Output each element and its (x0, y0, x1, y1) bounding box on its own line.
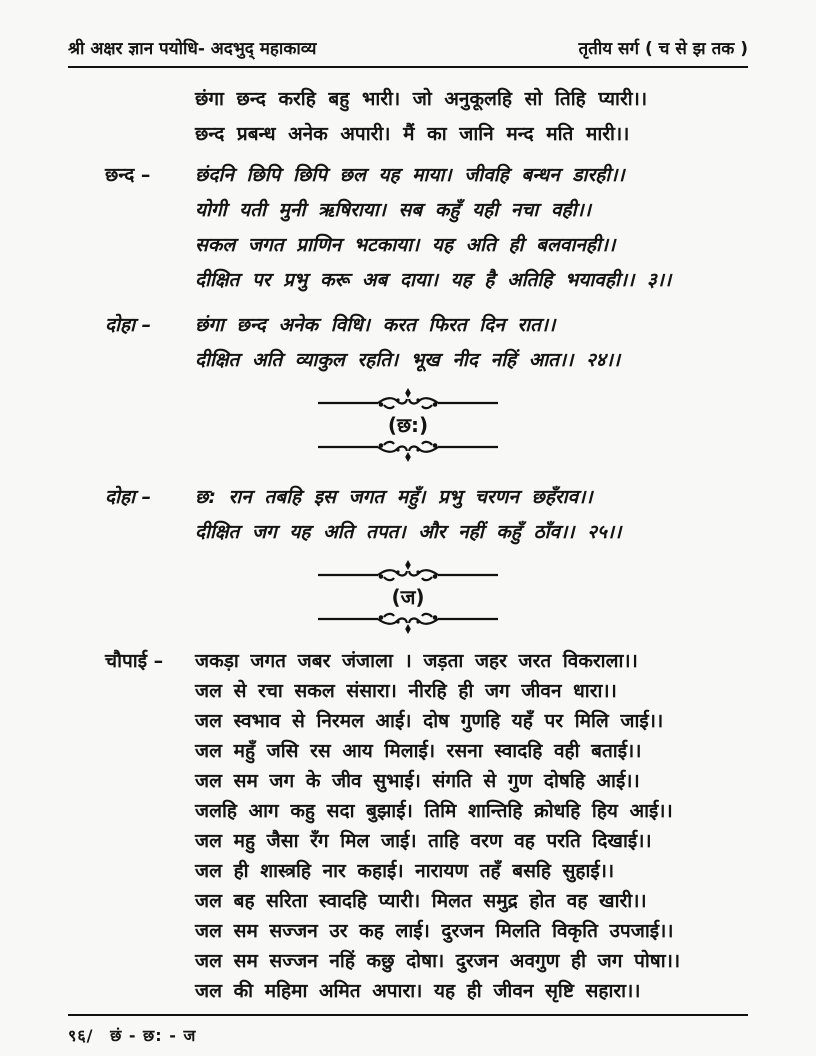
verse-line: सकल जगत प्राणिन भटकाया। यह अति ही बलवानही।। (195, 234, 616, 256)
verse-line: योगी यती मुनी ऋषिराया। सब कहुँ यही नचा वही।। (195, 199, 591, 221)
verse-line: जल स्वभाव से निरमल आई। दोष गुणहि यहँ पर मिलि जाई।। (195, 710, 664, 732)
doha-24-section-label: दोहा – (105, 314, 152, 336)
doha-25-verses (195, 480, 748, 550)
verse-line: जल महुँ जसि रस आय मिलाई। रसना स्वादहि वही बताई।। (195, 740, 642, 762)
verse-line: जकड़ा जगत जबर जंजाला । जड़ता जहर जरत विकराला।। (195, 650, 638, 672)
doha-24-verses (195, 308, 748, 378)
fleuron-divider-icon (68, 438, 748, 462)
doha-25-section-label: दोहा – (105, 486, 152, 508)
chhand-verses (195, 158, 748, 298)
verse-line: जल से रचा सकल संसारा। नीरहि ही जग जीवन धारा।। (195, 680, 617, 702)
header-left-title: श्री अक्षर ज्ञान पयोधि- अदभुद् महाकाव्य (68, 39, 317, 59)
verse-line: दीक्षित पर प्रभु करू अब दाया। यह है अतिहि भयावही।। ३।। (195, 269, 672, 291)
verse-line: जल बह सरिता स्वादहि प्यारी। मिलत समुद्र होत वह खारी।। (195, 890, 647, 912)
verse-line: दीक्षित अति व्याकुल रहति। भूख नीद नहिं आत।। २४।। (195, 349, 621, 371)
intro-verses (195, 82, 748, 152)
chaupai-verses (195, 646, 748, 1006)
verse-line: जल महु जैसा रँग मिल जाई। ताहि वरण वह परति दिखाई।। (195, 830, 652, 852)
verse-line: छ: रान तबहि इस जगत महुँ। प्रभु चरणन छहँराव।। (195, 486, 593, 508)
verse-line: छंगा छन्द करहि बहु भारी। जो अनुकूलहि सो तिहि प्यारी।। (195, 88, 648, 110)
page-content (0, 82, 816, 1006)
fleuron-divider-icon (68, 610, 748, 634)
doha-25-section (68, 480, 748, 550)
verse-line: जल सम सज्जन नहिं कछु दोषा। दुरजन अवगुण ही जग पोषा।। (195, 950, 681, 972)
verse-line: जल सम सज्जन उर कह लाई। दुरजन मिलति विकृति उपजाई।। (195, 920, 674, 942)
divider-ja (68, 560, 748, 634)
verse-line: जल की महिमा अमित अपारा। यह ही जीवन सृष्टि सहारा।। (195, 980, 641, 1002)
verse-line: जलहि आग कहु सदा बुझाई। तिमि शान्तिहि क्रोधहि हिय आई।। (195, 800, 673, 822)
verse-line: जल सम जग के जीव सुभाई। संगति से गुण दोषहि आई।। (195, 770, 640, 792)
chhand-section-label: छन्द – (105, 164, 151, 186)
verse-line: दीक्षित जग यह अति तपत। और नहीं कहुँ ठाँव।। २५।। (195, 521, 622, 543)
verse-line: छंदनि छिपि छिपि छल यह माया। जीवहि बन्धन डारही।। (195, 164, 625, 186)
header-right-title: तृतीय सर्ग ( च से झ तक ) (578, 39, 748, 59)
verse-line: छन्द प्रबन्ध अनेक अपारी। मैं का जानि मन्द मति मारी।। (195, 123, 630, 145)
chhand-section (68, 158, 748, 298)
divider-chha (68, 388, 748, 462)
verse-line: छंगा छन्द अनेक विधि। करत फिरत दिन रात।। (195, 314, 556, 336)
page-footer (68, 1024, 748, 1046)
fleuron-divider-icon (68, 388, 748, 412)
page-number: ९६/ (68, 1026, 94, 1045)
chaupai-section (68, 646, 748, 1006)
intro-couplet-section (68, 82, 748, 152)
divider-ja-label: (ज) (391, 585, 425, 609)
fleuron-divider-icon (68, 560, 748, 584)
footer-section-range: छं - छ: - ज (110, 1026, 197, 1045)
divider-chha-label: (छ:) (387, 413, 429, 437)
page-header (68, 36, 748, 68)
verse-line: जल ही शास्त्रहि नार कहाई। नारायण तहँ बसहि सुहाई।। (195, 860, 615, 882)
chaupai-section-label: चौपाई – (105, 650, 164, 672)
intro-label-spacer (68, 82, 195, 152)
doha-24-section (68, 308, 748, 378)
footer-rule (68, 1014, 748, 1016)
